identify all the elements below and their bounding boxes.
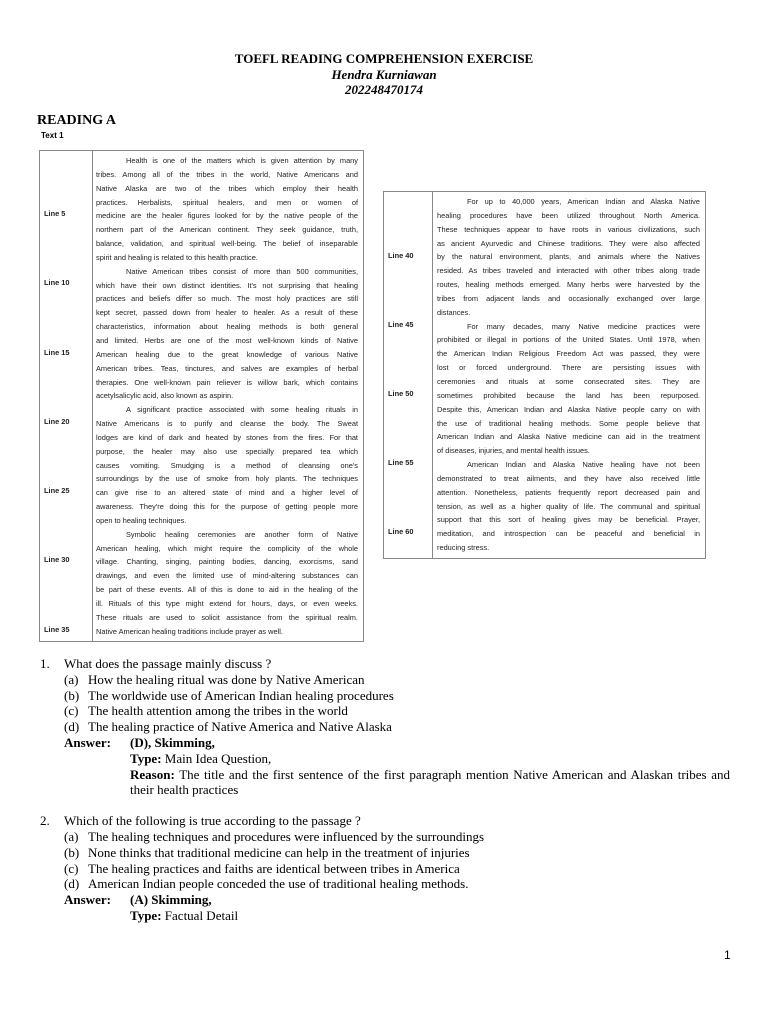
passage-line: open to healing techniques.	[96, 515, 187, 525]
passage-line: These techniques appear to have roots in various civilizations, such	[437, 224, 700, 234]
passage-right-image	[383, 191, 706, 559]
document-header	[0, 51, 768, 98]
passage-line: ill. Rituals of this type might extend for hours, days, or even weeks.	[96, 599, 358, 608]
option-text: The healing techniques and procedures were influenced by the surroundings	[88, 828, 485, 844]
passage-line: healing procedures have been utilized throughout North America.	[437, 210, 700, 220]
passage-line: Native Alaska are two of the tribes which employ their health	[96, 183, 358, 193]
answer-row	[40, 892, 730, 908]
passage-line: medicine are the healer figures looked for by the native people of the	[96, 211, 358, 221]
line-number-label: Line 5	[44, 209, 66, 218]
passage-line: the use of traditional healing methods. Some people believe that	[437, 418, 700, 428]
section-heading: READING A	[37, 113, 116, 128]
question-text: What does the passage mainly discuss ?	[64, 656, 272, 671]
line-number-label: Line 25	[44, 486, 70, 495]
question-list	[40, 656, 730, 924]
passage-line: be part of these events. All of this is done to aid in the healing of the	[96, 585, 358, 595]
passage-right-text	[437, 195, 700, 555]
author-name: Hendra Kurniawan	[331, 66, 437, 82]
passage-line: by the natural environment, plants, and animals where the Natives	[437, 252, 700, 262]
option-key: (c)	[64, 703, 79, 719]
line-number-label: Line 55	[388, 458, 414, 467]
passage-line: awareness. They're doing this for the purpose of getting people more	[96, 502, 358, 512]
answer-option	[40, 829, 730, 845]
passage-line: the American Indian Religious Freedom Act was passed, they were	[437, 349, 700, 359]
passage-line: demonstrated to treat ailments, and they have also received little	[437, 473, 700, 483]
answer-option	[40, 845, 730, 861]
passage-line: Health is one of the matters which is given attention by many	[126, 156, 358, 165]
answer-option	[40, 703, 730, 719]
passage-left-text	[96, 154, 358, 639]
passage-line: balance, validation, and spiritual well-being. The belief of inseparable	[96, 239, 358, 249]
column-divider	[432, 192, 433, 558]
passage-line: tribes. Among all of the tribes in the world, Native Americans and	[96, 169, 358, 179]
option-key: (d)	[64, 876, 80, 892]
answer-label: Answer:	[64, 734, 111, 750]
option-text: The health attention among the tribes in the world	[88, 703, 348, 719]
passage-line: northern part of the American continent. They seek guidance, truth,	[96, 225, 358, 235]
passage-line: resided. As tribes traveled and interacted with other tribes along trade	[437, 266, 700, 276]
question-number: 1.	[40, 656, 50, 671]
passage-line: reducing stress.	[437, 543, 490, 553]
option-text: American Indian people conceded the use of traditional healing methods.	[88, 876, 469, 892]
column-divider	[92, 151, 93, 641]
passage-line: Native American healing traditions include prayer as well.	[96, 626, 283, 636]
passage-line: American Indian and Alaska Native healing have not been	[467, 460, 700, 470]
line-number-label: Line 35	[44, 625, 70, 634]
passage-line: ceremonies and rituals at some consecrated sites. They are	[437, 376, 700, 386]
line-number-label: Line 60	[388, 527, 414, 536]
passage-line: acetylsalicylic acid, also known as aspirin.	[96, 391, 234, 401]
passage-line: purpose, the healer may also use specially prepared tea which	[96, 446, 358, 456]
passage-line: kept secret, passed down from healer to healer. As a result of these	[96, 308, 358, 318]
line-number-label: Line 50	[388, 389, 414, 398]
answer-option	[40, 876, 730, 892]
passage-line: routes, healing methods emerged. Many herbs were harvested by the	[437, 280, 700, 290]
passage-line: therapies. One well-known pain reliever is willow bark, which contains	[96, 377, 358, 387]
passage-line: American tribes. Teas, tinctures, and salves are examples of herbal	[96, 363, 358, 373]
option-key: (b)	[64, 844, 80, 860]
question-2	[40, 813, 730, 924]
passage-line: lost or forced underground. There are persisting issues with	[437, 363, 700, 373]
answer-option	[40, 861, 730, 877]
passage-line: lodges are kind of dark and heated by stones from the fires. For that	[96, 432, 358, 442]
answer-row	[40, 735, 730, 751]
passage-line: Despite this, American Indian and Alaska Native people carry on with	[437, 404, 700, 414]
line-number-label: Line 40	[388, 251, 414, 260]
passage-line: support that this sort of healing gives may be beneficial. Prayer,	[437, 515, 700, 525]
student-id: 202248470174	[345, 82, 423, 97]
passage-line: American healing due to the great knowledge of various Native	[96, 349, 358, 359]
passage-line: For up to 40,000 years, American Indian and Alaska Native	[467, 197, 700, 206]
passage-line: American Indian and Alaska Native medicine can aid in the treatment	[437, 432, 700, 442]
question-reason	[40, 767, 730, 799]
option-key: (d)	[64, 719, 80, 735]
passage-line: distances.	[437, 307, 471, 317]
passage-line: practices and beliefs differ so much. The most holy practices are still	[96, 294, 358, 304]
passage-line: These rituals are used to solicit assistance from the spiritual realm.	[96, 612, 358, 622]
answer-label: Answer:	[64, 892, 111, 908]
passage-line: Symbolic healing ceremonies are another form of Native	[126, 529, 358, 539]
reason-value: The title and the first sentence of the first paragraph mention Native American and Alaskan tribes and their health practices	[130, 766, 730, 798]
passage-line: A significant practice associated with some healing rituals in	[126, 405, 358, 415]
option-text: The worldwide use of American Indian healing procedures	[88, 687, 394, 703]
option-text: None thinks that traditional medicine can help in the treatment of injuries	[88, 844, 470, 860]
passage-line: tension, as well as a higher quality of life. The communal and spiritual	[437, 501, 700, 511]
question-text: Which of the following is true according to the passage ?	[64, 813, 361, 829]
option-key: (a)	[64, 671, 79, 687]
type-label: Type:	[130, 907, 162, 923]
passage-line: meditation, and introspection can be peaceful and beneficial in	[437, 529, 700, 539]
line-number-label: Line 20	[44, 417, 70, 426]
passage-line: Native American tribes consist of more than 500 communities,	[126, 266, 358, 276]
passage-line: and limited. Herbs are one of the most well-known kinds of Native	[96, 335, 358, 345]
line-number-label: Line 15	[44, 348, 70, 357]
passage-line: tribes from adjacent lands and occasionally exchanged over large	[437, 293, 700, 303]
passage-line: village. Chanting, singing, painting bodies, dancing, exorcisms, sand	[96, 557, 358, 567]
text-label: Text 1	[41, 131, 64, 140]
page-number: 1	[724, 948, 731, 962]
reason-label: Reason:	[130, 766, 175, 782]
answer-option	[40, 688, 730, 704]
passage-line: of diseases, injuries, and mental health issues.	[437, 446, 590, 456]
passage-left-image	[39, 150, 364, 642]
option-key: (a)	[64, 828, 79, 844]
type-value: Main Idea Question,	[164, 750, 272, 766]
passage-line: causes vomiting. Smudging is a method of cleansing one's	[96, 460, 358, 470]
question-type	[40, 751, 730, 767]
option-text: The healing practices and faiths are identical between tribes in America	[88, 860, 460, 876]
passage-line: which have their own distinct identities. It's not surprising that healing	[96, 280, 358, 290]
passage-line: surroundings by the use of smoke from holy plants. The techniques	[96, 474, 358, 484]
type-value: Factual Detail	[164, 907, 239, 923]
answer-value: (D), Skimming,	[130, 734, 215, 750]
answer-option	[40, 719, 730, 735]
option-text: How the healing ritual was done by Native American	[88, 671, 365, 687]
passage-line: spirit and healing is related to this health practice.	[96, 252, 258, 262]
line-number-label: Line 45	[388, 320, 414, 329]
line-number-label: Line 30	[44, 555, 70, 564]
passage-line: characteristics, information about healing methods is both general	[96, 322, 358, 332]
option-text: The healing practice of Native America and Native Alaska	[88, 719, 392, 735]
passage-line: as ancient Ayurvedic and Chinese traditions. They were also affected	[437, 238, 700, 248]
passage-line: Native Americans is to purify and cleanse the body. The Sweat	[96, 419, 358, 429]
passage-line: sometimes prohibited because the land has been repurposed.	[437, 390, 700, 400]
passage-line: attention. Nonetheless, patients frequently report decreased pain and	[437, 487, 700, 497]
passage-line: American healing, which might require the complicity of the whole	[96, 543, 358, 553]
question-number: 2.	[40, 813, 50, 829]
option-key: (c)	[64, 860, 79, 876]
question-1	[40, 656, 730, 798]
option-key: (b)	[64, 687, 80, 703]
line-number-label: Line 10	[44, 278, 70, 287]
document-title: TOEFL READING COMPREHENSION EXERCISE	[234, 51, 534, 66]
passage-line: practices. Herbalists, spiritual healers, and men or women of	[96, 197, 358, 207]
answer-option	[40, 672, 730, 688]
type-label: Type:	[130, 750, 162, 766]
passage-line: drawings, and even the limited use of mind-altering substances can	[96, 571, 358, 581]
passage-line: prohibited or illegal in portions of the United States. Until 1978, when	[437, 335, 700, 345]
passage-line: can give rise to an altered state of mind and a higher level of	[96, 488, 358, 498]
passage-line: For many decades, many Native medicine practices were	[467, 321, 700, 331]
question-type	[40, 908, 730, 924]
answer-value: (A) Skimming,	[130, 892, 212, 908]
